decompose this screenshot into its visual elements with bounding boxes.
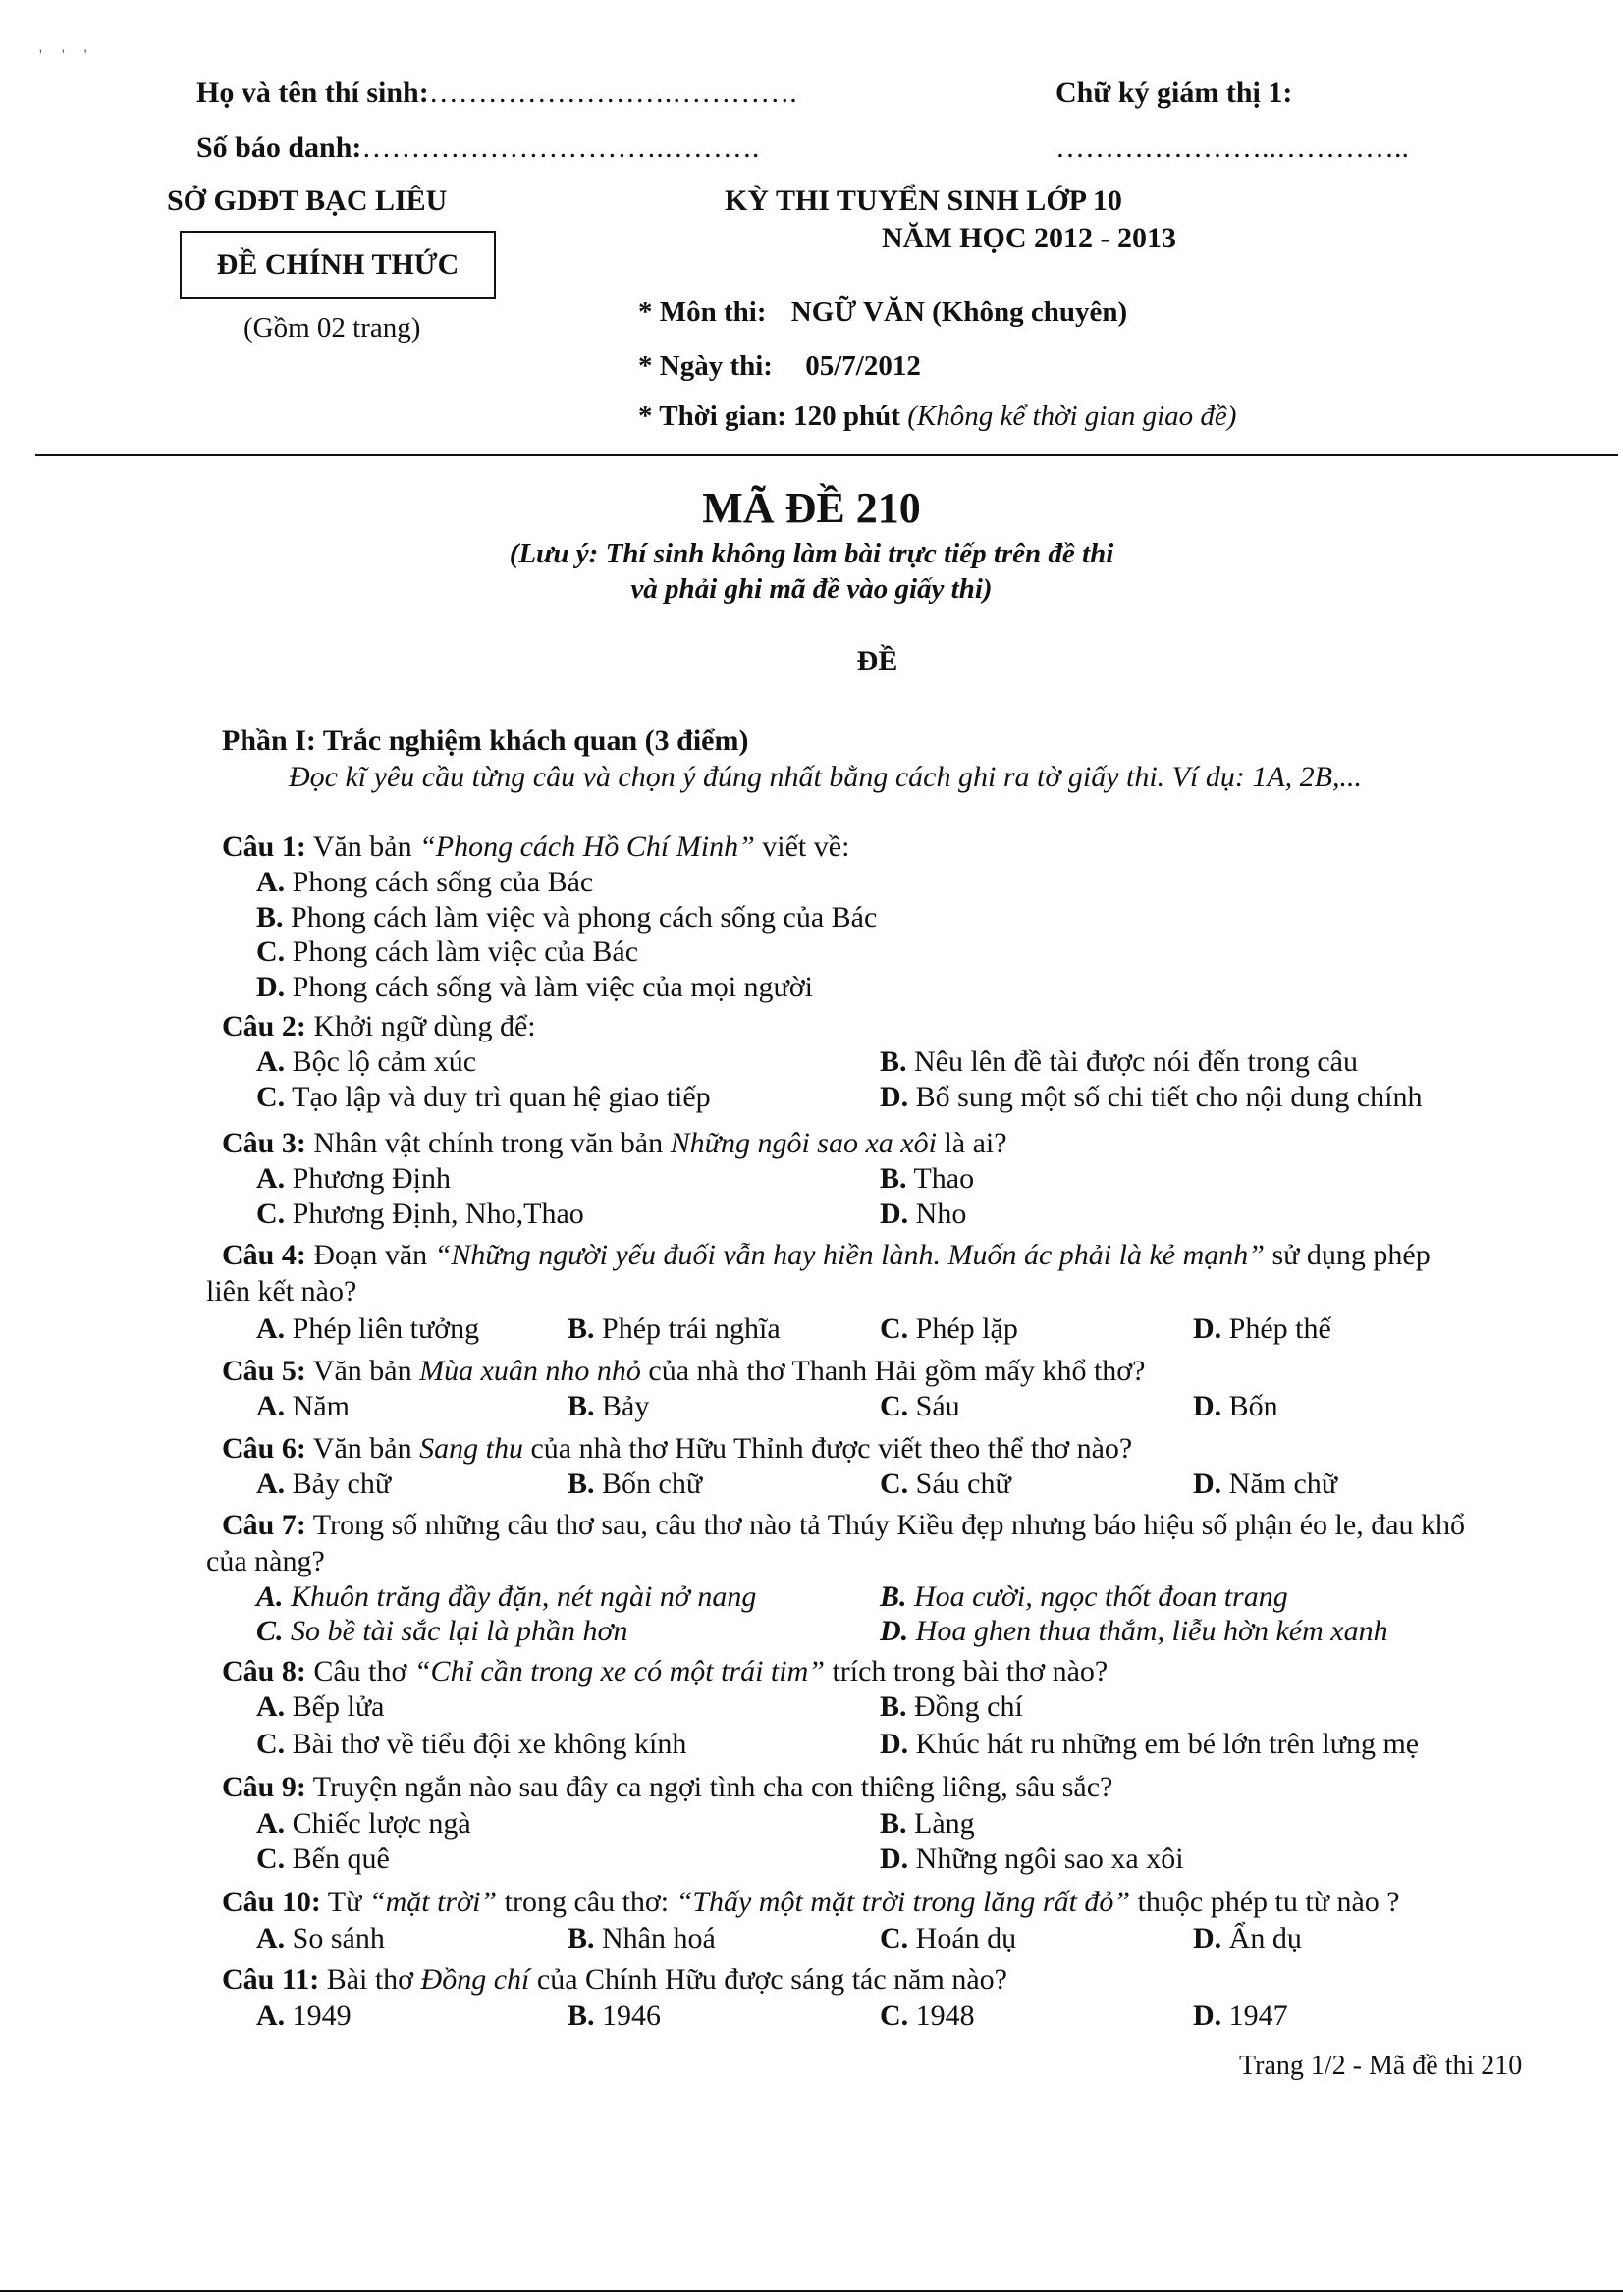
option-letter: D. [880,1728,909,1760]
question-9-label: Câu 9: [222,1771,306,1803]
option-letter: A. [256,1690,286,1723]
q11-option-c [880,2000,975,2033]
option-letter: B. [568,1468,595,1500]
bottom-rule [0,2290,1623,2292]
question-11-label: Câu 11: [222,1963,320,1996]
question-5-text: Văn bản [305,1355,420,1387]
option-letter: B. [568,2000,595,2032]
question-10-text-end: thuộc phép tu từ nào ? [1130,1886,1400,1918]
exam-code-title: MÃ ĐỀ 210 [702,484,921,532]
candidate-name-label: Họ và tên thí sinh: [196,77,429,109]
question-6-label: Câu 6: [222,1432,306,1465]
option-letter: C. [880,1390,909,1422]
department-name: SỞ GDĐT BẠC LIÊU [167,185,448,217]
option-letter: B. [880,1580,907,1613]
q4-option-d [1193,1312,1331,1346]
de-heading: ĐỀ [856,645,898,677]
question-4-emphasis: “Những người yếu đuối vẫn hay hiền lành. Muốn ác phải là kẻ mạnh” [434,1239,1265,1271]
option-text: Bảy chữ [292,1468,392,1500]
option-text: 1949 [292,2000,352,2032]
q4-option-c [880,1312,1018,1346]
option-text: Phương Định [292,1162,451,1195]
subject-value: NGỮ VĂN (Không chuyên) [790,296,1128,328]
option-letter: C. [256,1615,284,1647]
subject-label: * Môn thi: [638,296,767,328]
part1-title: Phần I: Trắc nghiệm khách quan (3 điểm) [222,724,749,757]
option-text: Bảy [602,1390,650,1422]
question-7 [222,1509,1465,1542]
question-11-text: Bài thơ [319,1963,421,1996]
option-letter: A. [256,2000,286,2032]
question-10 [222,1886,1400,1919]
q6-option-b [568,1468,702,1501]
q3-option-b [880,1162,974,1196]
q4-option-a [256,1312,479,1346]
candidate-name-dots: …………………….…………. [428,77,797,109]
q5-option-c [880,1390,960,1423]
option-text: So bề tài sắc lại là phần hơn [291,1615,628,1647]
official-exam-box [180,231,496,299]
candidate-number-dots: ………………………….………. [361,132,760,164]
option-letter: A. [256,1468,286,1500]
q7-option-c [256,1615,628,1648]
q1-option-b [256,901,877,934]
option-letter: C. [880,1312,909,1345]
q10-option-c [880,1922,1016,1955]
option-letter: C. [880,1922,909,1954]
question-8-emphasis: “Chỉ cần trong xe có một trái tim” [413,1655,825,1687]
question-10-text-mid: trong câu thơ: [497,1886,676,1918]
q1-option-a [256,866,593,899]
option-letter: C. [256,1081,286,1113]
option-text: Phép liên tưởng [292,1312,480,1345]
q8-option-a [256,1690,384,1724]
option-letter: B. [880,1162,907,1195]
q2-option-a [256,1045,476,1079]
option-text: Làng [914,1807,975,1840]
option-letter: C. [256,1842,286,1875]
q6-option-d [1193,1468,1337,1501]
question-5-label: Câu 5: [222,1355,306,1387]
time-note: (Không kể thời gian giao đề) [907,400,1237,432]
pages-note: (Gồm 02 trang) [243,312,421,344]
question-4-label: Câu 4: [222,1239,306,1271]
option-text: Sáu chữ [915,1468,1011,1500]
option-text: 1948 [915,2000,975,2032]
option-text: 1947 [1228,2000,1288,2032]
option-text: Phép thế [1228,1312,1331,1345]
question-10-text: Từ [320,1886,369,1918]
question-3-text-end: là ai? [936,1127,1007,1159]
option-letter: D. [256,971,286,1003]
question-1-text-end: viết về: [754,830,850,863]
option-letter: A. [256,1580,284,1613]
q11-option-a [256,2000,352,2033]
option-text: Những ngôi sao xa xôi [915,1842,1184,1875]
option-letter: D. [880,1081,909,1113]
question-4-line-2: liên kết nào? [206,1275,357,1308]
subject-line [638,296,1127,329]
option-text: Nhân hoá [602,1922,716,1954]
option-text: Hoa ghen thua thắm, liễu hờn kém xanh [915,1615,1388,1647]
q5-option-b [568,1390,649,1423]
option-letter: B. [256,901,284,934]
option-text: Thao [913,1162,975,1195]
option-text: Năm chữ [1228,1468,1338,1500]
q2-option-b [880,1045,1358,1079]
q8-option-d [880,1728,1419,1761]
candidate-number-label: Số báo danh: [196,132,362,164]
question-8-text-end: trích trong bài thơ nào? [824,1655,1109,1687]
q3-option-c [256,1198,584,1231]
option-text: Phép trái nghĩa [602,1312,781,1345]
option-letter: D. [880,1198,909,1230]
question-2 [222,1010,536,1043]
q3-option-d [880,1198,966,1231]
question-6 [222,1432,1132,1466]
option-text: Bộc lộ cảm xúc [292,1045,477,1078]
option-text: Phong cách sống của Bác [292,866,594,898]
question-9-text: Truyện ngắn nào sau đây ca ngợi tình cha con thiêng liêng, sâu sắc? [305,1771,1113,1803]
question-1-emphasis: “Phong cách Hồ Chí Minh” [419,830,755,863]
q9-option-d [880,1842,1184,1876]
question-11-text-end: của Chính Hữu được sáng tác năm nào? [529,1963,1007,1996]
option-letter: D. [1193,1468,1222,1500]
option-text: Phong cách làm việc của Bác [292,935,639,968]
exam-code-note-1: (Lưu ý: Thí sinh không làm bài trực tiếp trên đề thi [509,538,1114,569]
date-line [638,350,921,383]
q10-option-b [568,1922,716,1955]
question-11-emphasis: Đồng chí [420,1963,530,1996]
option-letter: C. [256,1198,286,1230]
option-letter: D. [1193,2000,1222,2032]
question-3-emphasis: Những ngôi sao xa xôi [670,1127,937,1159]
option-letter: A. [256,1390,286,1422]
time-label: * Thời gian: 120 phút [638,400,900,432]
option-letter: B. [568,1312,595,1345]
signature-label: Chữ ký giám thị 1: [1055,77,1293,109]
page-footer: Trang 1/2 - Mã đề thi 210 [1239,2051,1523,2081]
school-year: NĂM HỌC 2012 - 2013 [882,222,1176,254]
question-6-text: Văn bản [305,1432,420,1465]
question-7-line-2: của nàng? [206,1545,325,1577]
option-text: Phép lặp [915,1312,1018,1345]
option-letter: C. [880,2000,909,2032]
question-10-label: Câu 10: [222,1886,321,1918]
option-text: Bài thơ về tiểu đội xe không kính [292,1728,687,1760]
q7-option-b [880,1580,1288,1614]
q1-option-c [256,935,638,969]
time-line [638,400,1236,433]
question-2-label: Câu 2: [222,1010,306,1042]
option-letter: B. [568,1922,595,1954]
option-text: Tạo lập và duy trì quan hệ giao tiếp [292,1081,711,1113]
q5-option-a [256,1390,350,1423]
option-letter: A. [256,1045,286,1078]
question-5 [222,1355,1145,1388]
option-text: So sánh [292,1922,385,1954]
option-letter: D. [880,1615,909,1647]
date-value: 05/7/2012 [805,350,921,382]
option-text: Nêu lên đề tài được nói đến trong câu [914,1045,1358,1078]
option-letter: A. [256,866,286,898]
candidate-number-line [196,132,759,165]
q7-option-d [880,1615,1388,1648]
question-3-text: Nhân vật chính trong văn bản [305,1127,671,1159]
q8-option-c [256,1728,686,1761]
q6-option-c [880,1468,1011,1501]
question-5-text-end: của nhà thơ Thanh Hải gồm mấy khổ thơ? [640,1355,1146,1387]
option-text: 1946 [602,2000,662,2032]
option-letter: A. [256,1162,286,1195]
option-letter: D. [1193,1312,1222,1345]
question-5-emphasis: Mùa xuân nho nhỏ [419,1355,641,1387]
option-text: Bổ sung một số chi tiết cho nội dung chính [915,1081,1423,1113]
question-4-text-end: sử dụng phép [1264,1239,1431,1271]
option-text: Phong cách làm việc và phong cách sống của Bác [291,901,878,934]
candidate-name-line [196,77,797,110]
option-text: Bốn [1228,1390,1278,1422]
question-8-text: Câu thơ [305,1655,414,1687]
option-letter: A. [256,1922,286,1954]
q2-option-c [256,1081,711,1114]
option-letter: B. [568,1390,595,1422]
q6-option-a [256,1468,391,1501]
option-letter: D. [1193,1922,1222,1954]
option-text: Khúc hát ru những em bé lớn trên lưng mẹ [915,1728,1420,1760]
question-8 [222,1655,1108,1688]
option-letter: C. [256,935,286,968]
option-text: Hoa cười, ngọc thốt đoan trang [914,1580,1288,1613]
question-7-label: Câu 7: [222,1509,306,1541]
option-text: Phương Định, Nho,Thao [292,1198,584,1230]
option-text: Nho [915,1198,967,1230]
q9-option-b [880,1807,975,1841]
question-4 [222,1239,1431,1272]
question-3 [222,1127,1007,1160]
option-letter: D. [1193,1390,1222,1422]
option-text: Sáu [915,1390,960,1422]
option-text: Đồng chí [914,1690,1023,1723]
question-10-quote: “Thấy một mặt trời trong lăng rất đỏ” [676,1886,1131,1918]
option-letter: B. [880,1690,907,1723]
question-8-label: Câu 8: [222,1655,306,1687]
question-1-text: Văn bản [305,830,420,863]
question-2-text: Khởi ngữ dùng để: [305,1010,536,1042]
option-text: Hoán dụ [915,1922,1017,1954]
option-text: Bốn chữ [602,1468,703,1500]
q7-option-a [256,1580,756,1614]
option-letter: C. [256,1728,286,1760]
option-letter: A. [256,1312,286,1345]
question-10-emphasis: “mặt trời” [368,1886,498,1918]
question-9 [222,1771,1112,1804]
option-text: Chiếc lược ngà [292,1807,471,1840]
exam-title: KỲ THI TUYỂN SINH LỚP 10 [725,185,1122,217]
scan-marks: ' ' ' [39,47,95,64]
q11-option-b [568,2000,661,2033]
option-text: Ẩn dụ [1228,1922,1302,1954]
option-text: Phong cách sống và làm việc của mọi người [292,971,814,1003]
question-6-text-end: của nhà thơ Hữu Thỉnh được viết theo thể thơ nào? [522,1432,1133,1465]
q8-option-b [880,1690,1023,1724]
question-1 [222,830,849,864]
option-letter: B. [880,1045,907,1078]
question-3-label: Câu 3: [222,1127,306,1159]
signature-dots: …………………..………….. [1055,132,1409,164]
option-text: Khuôn trăng đầy đặn, nét ngài nở nang [291,1580,757,1613]
question-1-label: Câu 1: [222,830,306,863]
q4-option-b [568,1312,781,1346]
option-text: Bến quê [292,1842,390,1875]
q2-option-d [880,1081,1422,1114]
header-rule [35,454,1618,456]
option-letter: B. [880,1807,907,1840]
question-7-text: Trong số những câu thơ sau, câu thơ nào tả Thúy Kiều đẹp nhưng báo hiệu số phận éo le, đau khổ [305,1509,1466,1541]
question-4-text: Đoạn văn [305,1239,435,1271]
q9-option-c [256,1842,390,1876]
exam-code-note-2: và phải ghi mã đề vào giấy thi) [630,573,993,605]
question-11 [222,1963,1007,1997]
q5-option-d [1193,1390,1278,1423]
q9-option-a [256,1807,471,1841]
question-6-emphasis: Sang thu [419,1432,523,1465]
q10-option-a [256,1922,385,1955]
date-label: * Ngày thi: [638,350,773,382]
option-text: Năm [292,1390,350,1422]
q1-option-d [256,971,813,1004]
option-letter: C. [880,1468,909,1500]
official-exam-label: ĐỀ CHÍNH THỨC [216,248,460,281]
option-letter: A. [256,1807,286,1840]
q3-option-a [256,1162,451,1196]
option-text: Bếp lửa [292,1690,385,1723]
part1-instruction: Đọc kĩ yêu cầu từng câu và chọn ý đúng nhất bằng cách ghi ra tờ giấy thi. Ví dụ: 1A, 2B,... [289,761,1362,793]
option-letter: D. [880,1842,909,1875]
q10-option-d [1193,1922,1302,1955]
q11-option-d [1193,2000,1288,2033]
